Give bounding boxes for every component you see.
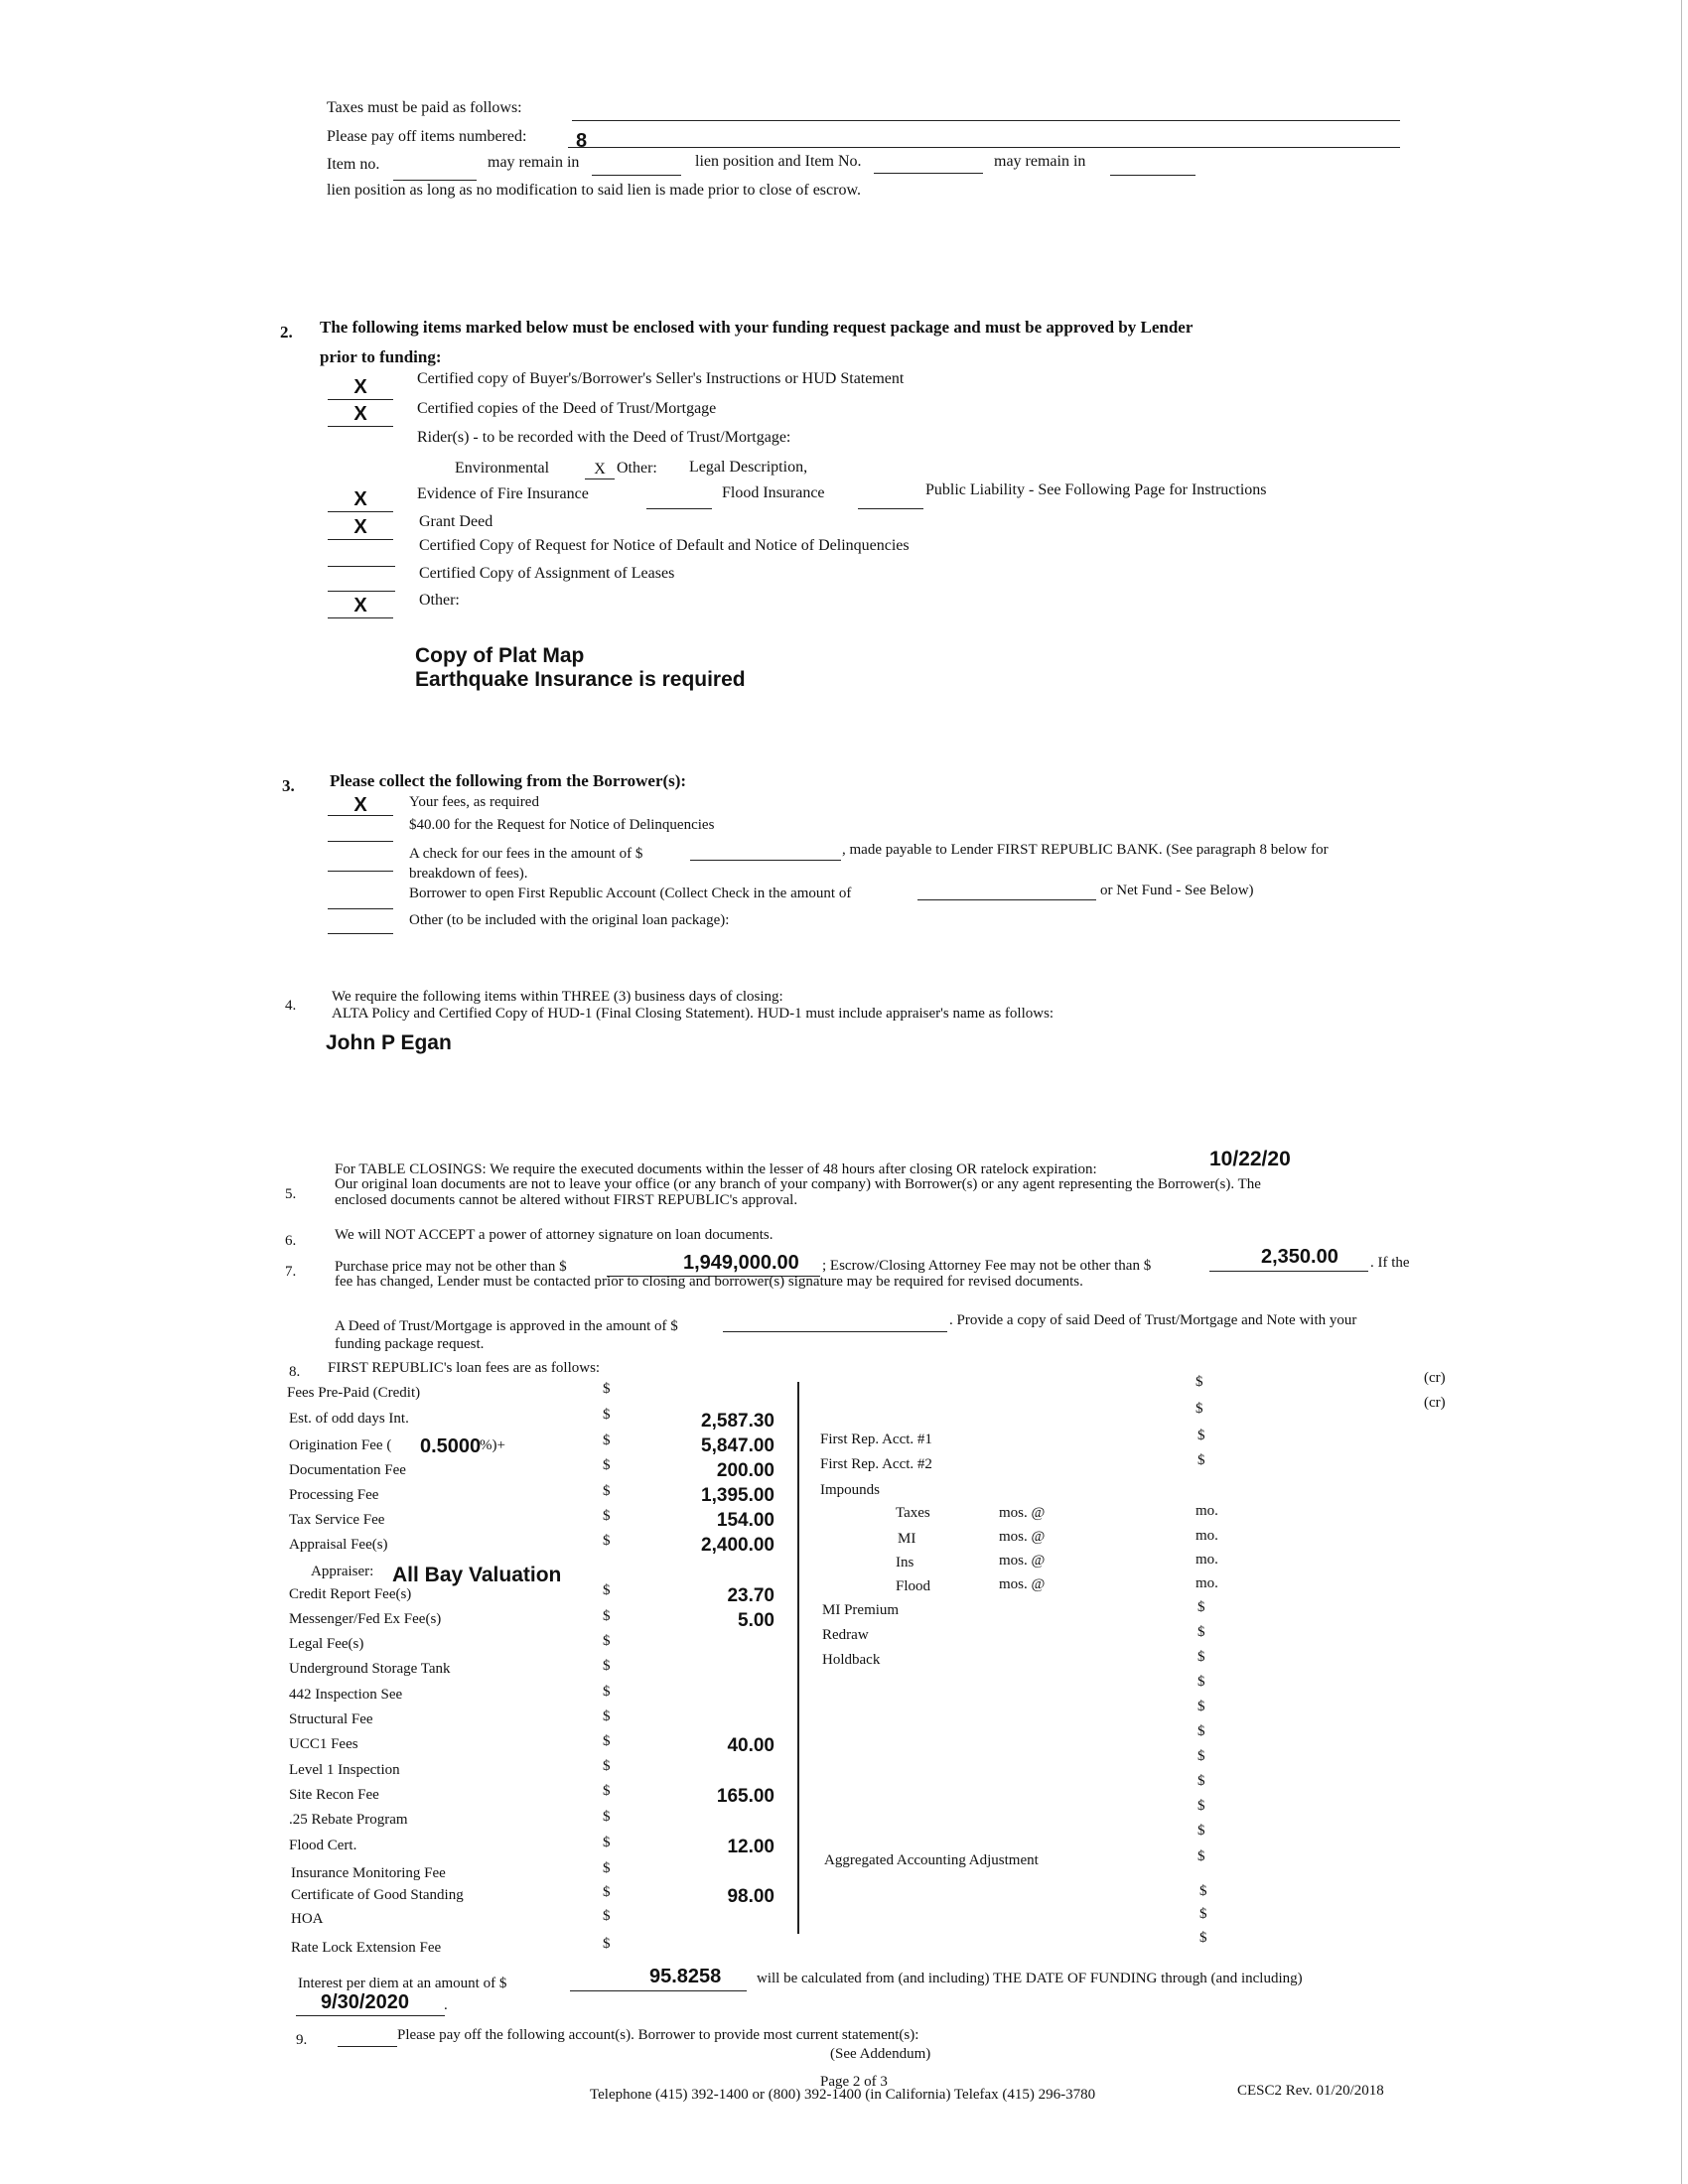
right-currency: $	[1197, 1848, 1205, 1864]
fee-currency: $	[603, 1884, 611, 1900]
interest-end-date-line	[296, 2015, 445, 2016]
item-buyer-instructions: Certified copy of Buyer's/Borrower's Seller's Instructions or HUD Statement	[417, 370, 905, 387]
checkbox-fire-insurance[interactable]: X	[328, 487, 393, 512]
section-9-number: 9.	[296, 2032, 308, 2048]
payoff-label: Please pay off items numbered:	[327, 128, 527, 145]
section-9-addendum: (See Addendum)	[830, 2046, 931, 2062]
fee-amount: 5.00	[738, 1610, 774, 1631]
impound-ins: Ins	[896, 1555, 914, 1570]
escrow-fee-line	[1209, 1271, 1368, 1272]
checkbox-check-fees[interactable]	[328, 871, 393, 872]
open-account-amount-line	[917, 899, 1096, 900]
fee-currency: $	[603, 1433, 611, 1448]
fee-label: Site Recon Fee	[289, 1787, 379, 1803]
may-remain-label-1: may remain in	[488, 154, 580, 171]
impound-mo: mo.	[1196, 1552, 1218, 1568]
fee-amount: 2,587.30	[701, 1411, 774, 1432]
fee-currency: $	[603, 1381, 611, 1397]
fee-amount: 5,847.00	[701, 1435, 774, 1456]
checkbox-forty-dollars[interactable]	[328, 841, 393, 842]
right-currency: $	[1197, 1624, 1205, 1640]
fee-currency: $	[603, 1582, 611, 1598]
fee-currency: $	[603, 1835, 611, 1850]
fee-label: Legal Fee(s)	[289, 1636, 364, 1652]
checkbox-assignment-leases[interactable]	[328, 591, 395, 592]
impound-mos-at: mos. @	[999, 1529, 1046, 1545]
fee-currency: $	[603, 1407, 611, 1423]
fee-amount: 154.00	[716, 1510, 774, 1531]
lien-position-text: lien position as long as no modification to said lien is made prior to close of escrow.	[327, 182, 861, 199]
section-5-line-1: For TABLE CLOSINGS: We require the executed documents within the lesser of 48 hours after closing OR ratelock expiration:	[335, 1161, 1097, 1177]
fee-amount: 2,400.00	[701, 1535, 774, 1556]
item-open-account-2: or Net Fund - See Below)	[1100, 883, 1254, 898]
hud-appraiser-name: John P Egan	[326, 1031, 452, 1054]
section-8-heading: FIRST REPUBLIC's loan fees are as follows:	[328, 1360, 601, 1376]
fee-currency: $	[603, 1608, 611, 1624]
section-3-heading: Please collect the following from the Borrower(s):	[330, 771, 687, 790]
may-remain-label-2: may remain in	[994, 153, 1086, 170]
item-riders: Rider(s) - to be recorded with the Deed of Trust/Mortgage:	[417, 429, 791, 446]
rider-other-label: Other:	[617, 460, 657, 477]
fee-currency: $	[603, 1860, 611, 1876]
origination-percent: 0.5000	[420, 1435, 482, 1457]
fee-label: Credit Report Fee(s)	[289, 1586, 412, 1602]
item-deed-of-trust: Certified copies of the Deed of Trust/Mortgage	[417, 400, 717, 417]
footer-page-number: Page 2 of 3	[820, 2074, 888, 2090]
item-forty-dollars: $40.00 for the Request for Notice of Delinquencies	[409, 817, 715, 833]
section-4-line-1: We require the following items within THREE (3) business days of closing:	[332, 989, 783, 1005]
fee-currency: $	[603, 1684, 611, 1700]
right-currency: $	[1196, 1374, 1203, 1390]
mi-premium-label: MI Premium	[822, 1602, 900, 1618]
rider-environmental-label: Environmental	[455, 460, 550, 477]
checkbox-buyer-instructions[interactable]: X	[328, 375, 393, 400]
item-fire-insurance: Evidence of Fire Insurance	[417, 485, 589, 502]
right-currency: $	[1199, 1883, 1207, 1899]
lien-position-item-label: lien position and Item No.	[695, 153, 862, 170]
payoff-value: 8	[576, 130, 588, 152]
item-flood-insurance: Flood Insurance	[722, 484, 825, 501]
fee-label: Appraisal Fee(s)	[289, 1537, 388, 1553]
fee-amount: 23.70	[727, 1585, 774, 1606]
section-8-number: 8.	[289, 1364, 301, 1380]
purchase-price-value: 1,949,000.00	[683, 1252, 799, 1274]
scan-edge	[1681, 0, 1682, 2184]
fee-label: Level 1 Inspection	[289, 1762, 400, 1778]
interest-label: Interest per diem at an amount of $	[298, 1976, 507, 1991]
may-remain-line-2	[1110, 175, 1196, 176]
checkbox-deed-of-trust[interactable]: X	[328, 402, 393, 427]
item-public-liability: Public Liability - See Following Page for Instructions	[925, 481, 1267, 498]
taxes-label: Taxes must be paid as follows:	[327, 99, 522, 116]
fee-label: Fees Pre-Paid (Credit)	[287, 1385, 421, 1401]
impound-mos-at: mos. @	[999, 1576, 1046, 1592]
fee-currency: $	[603, 1936, 611, 1952]
fee-currency: $	[603, 1633, 611, 1649]
aggregated-accounting-label: Aggregated Accounting Adjustment	[824, 1852, 1039, 1868]
check-amount-line	[690, 860, 841, 861]
deed-approved-amount-line	[723, 1331, 947, 1332]
escrow-fee-if-the: . If the	[1370, 1255, 1410, 1271]
fee-label: .25 Rebate Program	[289, 1812, 408, 1828]
impound-mos-at: mos. @	[999, 1505, 1046, 1521]
fee-currency: $	[603, 1483, 611, 1499]
fee-amount: 200.00	[716, 1460, 774, 1481]
fee-currency: $	[603, 1783, 611, 1799]
other-earthquake-insurance: Earthquake Insurance is required	[415, 668, 746, 691]
deed-approved-label: A Deed of Trust/Mortgage is approved in the amount of $	[335, 1318, 678, 1334]
right-currency: $	[1197, 1674, 1205, 1690]
credit-marker: (cr)	[1424, 1370, 1446, 1386]
fee-currency: $	[603, 1658, 611, 1674]
fee-label: Tax Service Fee	[289, 1512, 385, 1528]
may-remain-line-1	[592, 175, 681, 176]
checkbox-payoff-accounts[interactable]	[338, 2046, 397, 2047]
impound-mo: mo.	[1196, 1528, 1218, 1544]
section-4-number: 4.	[285, 998, 297, 1014]
public-liability-line	[858, 508, 923, 509]
section-2-number: 2.	[280, 323, 293, 341]
item-other-package: Other (to be included with the original loan package):	[409, 912, 730, 928]
first-rep-acct-2: First Rep. Acct. #2	[820, 1456, 932, 1472]
rider-other-value: Legal Description,	[689, 459, 808, 476]
fee-label: Documentation Fee	[289, 1462, 406, 1478]
fee-currency: $	[603, 1908, 611, 1924]
interest-amount-line	[570, 1990, 747, 1991]
fee-amount: 165.00	[716, 1786, 774, 1807]
appraiser-label: Appraiser:	[311, 1564, 374, 1579]
interest-per-diem: 95.8258	[649, 1966, 722, 1987]
fee-currency: $	[603, 1758, 611, 1774]
fee-currency: $	[603, 1809, 611, 1825]
fee-label: Rate Lock Extension Fee	[291, 1940, 442, 1956]
right-currency: $	[1196, 1401, 1203, 1417]
flood-insurance-line	[646, 508, 712, 509]
checkbox-rider-other[interactable]: X	[585, 461, 615, 479]
right-currency: $	[1197, 1599, 1205, 1615]
fee-currency: $	[603, 1533, 611, 1549]
section-5-line-3: enclosed documents cannot be altered without FIRST REPUBLIC's approval.	[335, 1192, 798, 1208]
fee-currency: $	[603, 1708, 611, 1724]
impound-flood: Flood	[896, 1578, 931, 1594]
checkbox-request-notice[interactable]	[328, 566, 395, 567]
interest-end-date: 9/30/2020	[321, 1991, 409, 2013]
section-6-number: 6.	[285, 1233, 297, 1249]
impound-mi: MI	[898, 1531, 916, 1547]
payoff-line	[568, 147, 1400, 148]
fee-label: HOA	[291, 1911, 324, 1927]
other-plat-map: Copy of Plat Map	[415, 644, 585, 667]
fee-label: Messenger/Fed Ex Fee(s)	[289, 1611, 442, 1627]
credit-marker: (cr)	[1424, 1395, 1446, 1411]
checkbox-other[interactable]: X	[328, 594, 393, 618]
checkbox-your-fees[interactable]: X	[328, 795, 393, 816]
right-currency: $	[1197, 1823, 1205, 1839]
first-rep-acct-1: First Rep. Acct. #1	[820, 1432, 932, 1447]
right-currency: $	[1197, 1723, 1205, 1739]
right-currency: $	[1197, 1649, 1205, 1665]
right-currency: $	[1199, 1906, 1207, 1922]
fee-amount: 12.00	[727, 1837, 774, 1857]
item-assignment-leases: Certified Copy of Assignment of Leases	[419, 565, 675, 582]
section-6-text: We will NOT ACCEPT a power of attorney signature on loan documents.	[335, 1227, 774, 1243]
right-currency: $	[1197, 1773, 1205, 1789]
impound-taxes: Taxes	[896, 1505, 930, 1521]
item-grant-deed: Grant Deed	[419, 513, 493, 530]
fee-label: Insurance Monitoring Fee	[291, 1865, 446, 1881]
lien-position-item-line	[874, 173, 983, 174]
impounds-label: Impounds	[820, 1482, 880, 1498]
section-5-line-2: Our original loan documents are not to leave your office (or any branch of your company) with Borrower(s) or any agent representing the Borrower(s). The	[335, 1176, 1261, 1192]
fee-amount: 1,395.00	[701, 1485, 774, 1506]
item-request-notice: Certified Copy of Request for Notice of Default and Notice of Delinquencies	[419, 537, 910, 554]
appraiser-value: All Bay Valuation	[392, 1564, 562, 1586]
impound-mo: mo.	[1196, 1575, 1218, 1591]
section-7-line-2: fee has changed, Lender must be contacted prior to closing and borrower(s) signature may be required for revised documents.	[335, 1274, 1083, 1290]
item-other: Other:	[419, 592, 460, 609]
deed-approved-provide: . Provide a copy of said Deed of Trust/Mortgage and Note with your	[949, 1312, 1357, 1328]
fee-currency: $	[603, 1457, 611, 1473]
right-currency: $	[1197, 1798, 1205, 1814]
item-no-label: Item no.	[327, 156, 380, 173]
checkbox-open-account[interactable]	[328, 908, 393, 909]
item-no-line	[393, 180, 477, 181]
fee-table-divider	[797, 1382, 799, 1934]
right-currency: $	[1197, 1452, 1205, 1468]
fee-label: Underground Storage Tank	[289, 1661, 451, 1677]
fee-label: UCC1 Fees	[289, 1736, 358, 1752]
fee-label: Processing Fee	[289, 1487, 379, 1503]
right-currency: $	[1199, 1930, 1207, 1946]
fee-currency: $	[603, 1508, 611, 1524]
section-2-heading-line-1: The following items marked below must be enclosed with your funding request package and must be approved by Lender	[320, 318, 1194, 337]
right-currency: $	[1197, 1699, 1205, 1714]
fee-label: Est. of odd days Int.	[289, 1411, 409, 1427]
deed-approved-line-3: funding package request.	[335, 1336, 485, 1352]
interest-through-label: will be calculated from (and including) THE DATE OF FUNDING through (and including)	[757, 1971, 1303, 1986]
fee-label: Structural Fee	[289, 1711, 373, 1727]
item-your-fees: Your fees, as required	[409, 794, 539, 810]
section-4-line-2: ALTA Policy and Certified Copy of HUD-1 (Final Closing Statement). HUD-1 must include appraiser's name as follows:	[332, 1006, 1055, 1022]
item-check-fees-3: breakdown of fees).	[409, 866, 528, 882]
interest-period: .	[444, 1997, 448, 2013]
escrow-fee-value: 2,350.00	[1261, 1246, 1338, 1268]
fee-label: Flood Cert.	[289, 1838, 357, 1853]
redraw-label: Redraw	[822, 1627, 869, 1643]
section-3-number: 3.	[282, 776, 295, 795]
footer-phone: Telephone (415) 392-1400 or (800) 392-1400 (in California) Telefax (415) 296-3780	[590, 2087, 1096, 2103]
fee-label: Certificate of Good Standing	[291, 1887, 464, 1903]
item-check-fees-2: , made payable to Lender FIRST REPUBLIC BANK. (See paragraph 8 below for	[842, 842, 1329, 858]
item-open-account-1: Borrower to open First Republic Account (Collect Check in the amount of	[409, 886, 852, 901]
fee-label: 442 Inspection See	[289, 1687, 403, 1703]
section-2-heading-line-2: prior to funding:	[320, 347, 442, 366]
checkbox-grant-deed[interactable]: X	[328, 515, 393, 540]
fee-amount: 40.00	[727, 1735, 774, 1756]
checkbox-other-package[interactable]	[328, 933, 393, 934]
section-5-number: 5.	[285, 1186, 297, 1202]
right-currency: $	[1197, 1748, 1205, 1764]
origination-percent-suffix: %)+	[480, 1437, 505, 1453]
ratelock-expiration-date: 10/22/20	[1209, 1148, 1291, 1170]
impound-mo: mo.	[1196, 1503, 1218, 1519]
fee-currency: $	[603, 1733, 611, 1749]
item-check-fees-1: A check for our fees in the amount of $	[409, 846, 643, 862]
impound-mos-at: mos. @	[999, 1553, 1046, 1569]
fee-label: Origination Fee (	[289, 1437, 392, 1453]
section-7-number: 7.	[285, 1264, 297, 1280]
footer-form-revision: CESC2 Rev. 01/20/2018	[1237, 2083, 1384, 2099]
purchase-price-label: Purchase price may not be other than $	[335, 1259, 567, 1275]
right-currency: $	[1197, 1428, 1205, 1443]
section-9-text: Please pay off the following account(s). Borrower to provide most current statement(s):	[397, 2027, 919, 2043]
taxes-line	[572, 120, 1400, 121]
fee-amount: 98.00	[727, 1886, 774, 1907]
holdback-label: Holdback	[822, 1652, 881, 1668]
escrow-fee-label: ; Escrow/Closing Attorney Fee may not be other than $	[822, 1258, 1152, 1274]
